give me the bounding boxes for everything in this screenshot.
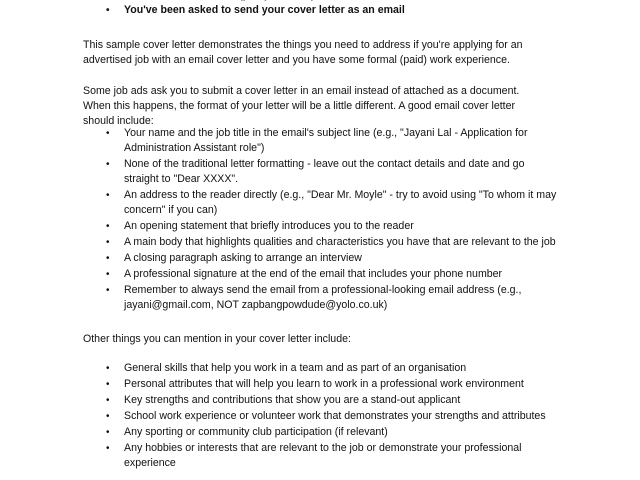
list-item: • Remember to always send the email from a professional-looking email address (e.g., jayani@gmail.com, NOT zapbangpowdude@yolo.co.uk)	[106, 284, 522, 311]
bullet-icon: •	[106, 237, 110, 248]
bullet-icon: •	[106, 427, 110, 438]
bullet-icon: •	[106, 285, 110, 296]
bullet-icon: •	[106, 395, 110, 406]
bullet-icon: •	[106, 363, 110, 374]
bullet-icon: •	[106, 128, 110, 139]
list-item: • Your name and the job title in the email's subject line (e.g., "Jayani Lal - Application for Administration Assistant role")	[106, 127, 528, 154]
list-item: • An opening statement that briefly introduces you to the reader	[106, 220, 414, 232]
bullet-icon: •	[106, 5, 110, 16]
other-paragraph: Other things you can mention in your cover letter include:	[83, 333, 351, 345]
list-item: • None of the traditional letter formatting - leave out the contact details and date and go straight to "Dear XXXX".	[106, 158, 525, 185]
list-item: • A main body that highlights qualities and characteristics you have that are relevant to the job	[106, 236, 556, 248]
list-item: • A professional signature at the end of the email that includes your phone number	[106, 268, 503, 280]
bullet-icon: •	[106, 443, 110, 454]
bullet-icon: •	[106, 159, 110, 170]
email-items-list	[83, 126, 558, 314]
bullet-icon: •	[106, 190, 110, 201]
bullet-icon: •	[106, 411, 110, 422]
bullet-icon: •	[106, 269, 110, 280]
bullet-icon: •	[106, 379, 110, 390]
list-item: • Any sporting or community club participation (if relevant)	[106, 426, 388, 438]
top-bullet-list	[83, 0, 553, 18]
list-item: • General skills that help you work in a team and as part of an organisation	[106, 362, 467, 374]
list-item: • You've been asked to send your cover letter as an email	[106, 4, 405, 16]
list-item: • Any hobbies or interests that are relevant to the job or demonstrate your professional experience	[106, 442, 522, 469]
list-item: • Key strengths and contributions that show you are a stand-out applicant	[106, 394, 461, 406]
bullet-icon: •	[106, 253, 110, 264]
other-items-list	[83, 361, 553, 472]
list-item: • An address to the reader directly (e.g., "Dear Mr. Moyle" - try to avoid using "To whom it may concern" if you can)	[106, 189, 557, 216]
list-item: • A closing paragraph asking to arrange an interview	[106, 252, 362, 264]
intro-paragraph: This sample cover letter demonstrates the things you need to address if you're applying for an advertised job with an email cover letter and you have some formal (paid) work experience.	[83, 39, 523, 66]
list-item: • School work experience or volunteer work that demonstrates your strengths and attributes	[106, 410, 546, 422]
bullet-icon: •	[106, 221, 110, 232]
email-paragraph: Some job ads ask you to submit a cover letter in an email instead of attached as a document. When this happens, the format of your letter will be a little different. A good email cover letter should include:	[83, 85, 520, 127]
list-item: • Personal attributes that will help you learn to work in a professional work environment	[106, 378, 524, 390]
